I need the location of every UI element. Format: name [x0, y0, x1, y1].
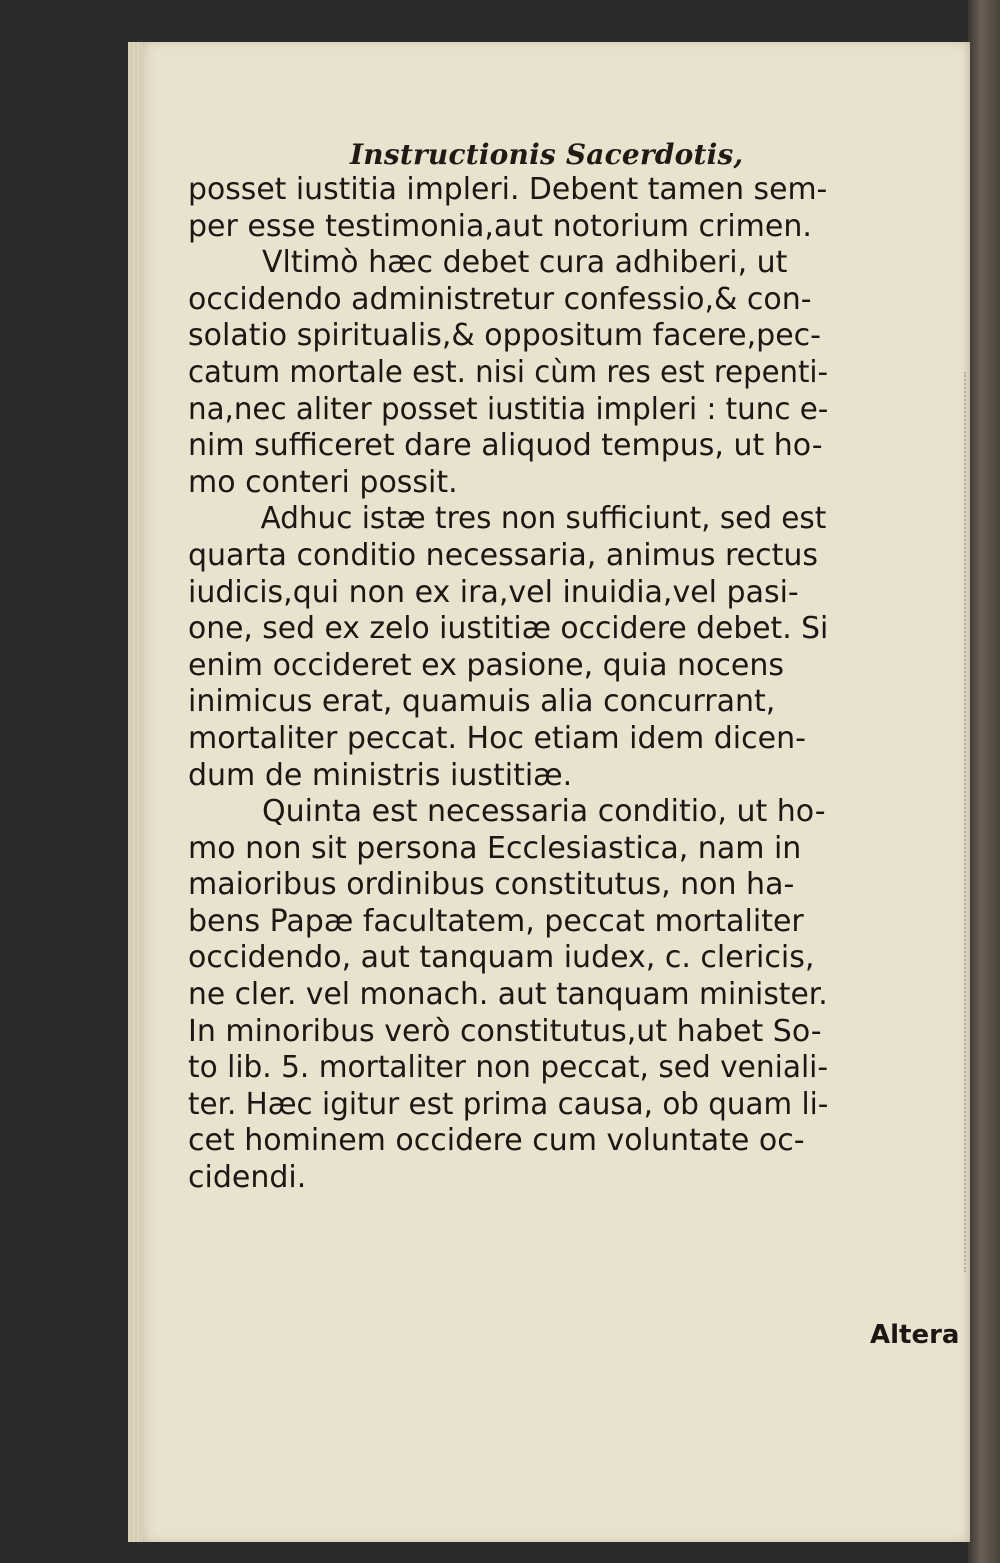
- text-line: inimicus erat, quamuis alia concurrant,: [188, 684, 776, 720]
- text-line: na,nec aliter posset iustitia impleri : tunc e-: [188, 391, 829, 427]
- text-line: cidendi.: [188, 1160, 307, 1196]
- text-line: bens Papæ facultatem, peccat mortaliter: [188, 903, 804, 939]
- text-line: Vltimò hæc debet cura adhiberi, ut: [262, 245, 788, 281]
- text-line: iudicis,qui non ex ira,vel inuidia,vel pasi-: [188, 574, 799, 610]
- scan-background-edge: [968, 0, 1000, 1563]
- running-head: Instructionis Sacerdotis,: [350, 138, 744, 171]
- text-line: quarta conditio necessaria, animus rectus: [188, 537, 819, 573]
- text-line: Quinta est necessaria conditio, ut ho-: [262, 794, 826, 830]
- text-line: mo non sit persona Ecclesiastica, nam in: [188, 830, 802, 866]
- text-line: occidendo, aut tanquam iudex, c. clericis,: [188, 940, 815, 976]
- text-line: In minoribus verò constitutus,ut habet So-: [188, 1013, 822, 1049]
- body-text: [188, 172, 968, 1197]
- page-edge: [132, 42, 142, 1542]
- catchword: Altera: [870, 1320, 960, 1350]
- text-line: occidendo administretur confessio,& con-: [188, 281, 812, 317]
- text-line: one, sed ex zelo iustitiæ occidere debet. Si: [188, 611, 829, 647]
- text-line: Adhuc istæ tres non sufficiunt, sed est: [260, 501, 827, 537]
- text-line: enim occideret ex pasione, quia nocens: [188, 647, 784, 683]
- text-line: cet hominem occidere cum voluntate oc-: [188, 1123, 805, 1159]
- text-line: maioribus ordinibus constitutus, non ha-: [188, 867, 795, 903]
- text-line: mo conteri possit.: [188, 464, 458, 500]
- text-line: solatio spiritualis,& oppositum facere,pec-: [188, 318, 821, 354]
- text-line: posset iustitia impleri. Debent tamen sem-: [188, 172, 828, 207]
- text-line: to lib. 5. mortaliter non peccat, sed veniali-: [188, 1050, 829, 1086]
- text-line: dum de ministris iustitiæ.: [188, 757, 573, 793]
- text-line: per esse testimonia,aut notorium crimen.: [188, 208, 812, 244]
- text-line: ne cler. vel monach. aut tanquam minister.: [188, 977, 828, 1013]
- text-line: ter. Hæc igitur est prima causa, ob quam li-: [188, 1086, 829, 1122]
- text-line: nim sufficeret dare aliquod tempus, ut ho-: [188, 428, 823, 464]
- text-line: mortaliter peccat. Hoc etiam idem dicen-: [188, 720, 806, 756]
- text-line: catum mortale est. nisi cùm res est repenti-: [188, 354, 828, 390]
